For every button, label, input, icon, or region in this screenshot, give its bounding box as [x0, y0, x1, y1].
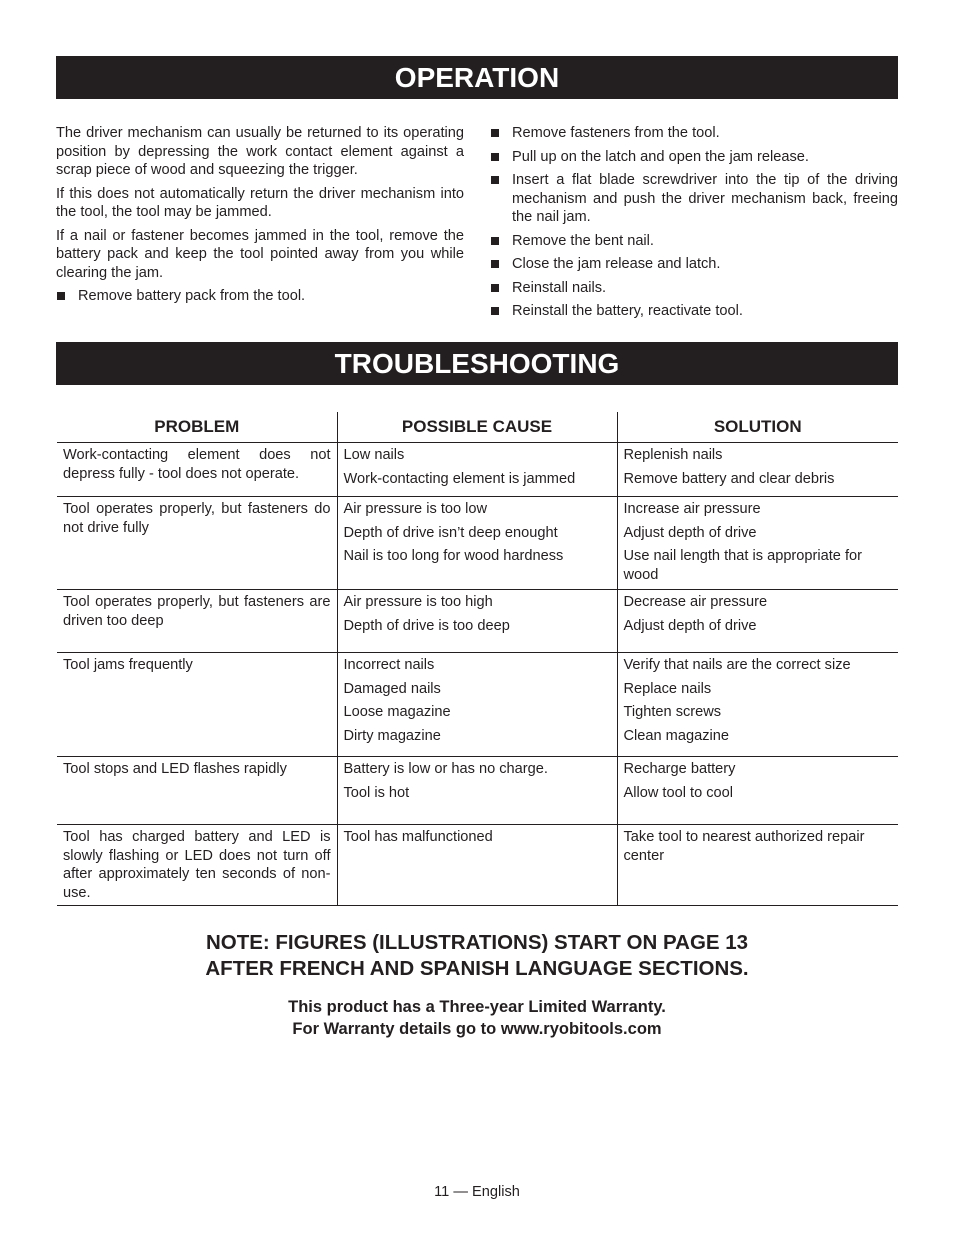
table-row: [57, 497, 898, 590]
bullet-item: [490, 279, 898, 298]
troubleshooting-heading: TROUBLESHOOTING: [56, 342, 898, 385]
bullet-text: Remove fasteners from the tool.: [512, 125, 720, 141]
solution-line: Clean magazine: [623, 727, 729, 744]
page-footer: 11 — English: [434, 1184, 520, 1200]
bullet-text: Remove battery pack from the tool.: [78, 288, 306, 304]
solution-line: Take tool to nearest authorized repair center: [623, 829, 865, 864]
table-row: [57, 590, 898, 653]
cause-line: Depth of drive isn’t deep enought: [343, 524, 558, 541]
solution-cell: [617, 443, 898, 497]
problem-cell: Work-contacting element does not depress fully - tool does not operate.: [57, 443, 337, 497]
operation-paragraph: The driver mechanism can usually be returned to its operating position by depressing the work contact element against a scrap piece of wood and squeezing the trigger.: [56, 125, 464, 178]
cause-line: Loose magazine: [343, 704, 451, 720]
cause-cell: [337, 825, 617, 906]
square-bullet-icon: [491, 153, 499, 161]
bullet-text: Reinstall nails.: [512, 279, 607, 296]
cause-line: Work-contacting element is jammed: [343, 470, 576, 487]
problem-header: PROBLEM: [57, 412, 337, 443]
operation-paragraph: If this does not automatically return the driver mechanism into the tool, the tool may be jammed.: [56, 185, 464, 220]
table-row: [57, 757, 898, 825]
solution-cell: [617, 825, 898, 906]
operation-heading: OPERATION: [56, 56, 898, 99]
square-bullet-icon: [491, 176, 499, 184]
bullet-item: [56, 287, 464, 306]
solution-line: Recharge battery: [623, 761, 736, 777]
operation-right-bullets: [490, 124, 898, 321]
square-bullet-icon: [491, 307, 499, 315]
cause-line: Nail is too long for wood hardness: [343, 548, 564, 564]
cause-line: Air pressure is too high: [343, 594, 493, 610]
warranty-note: [56, 996, 898, 1040]
solution-cell: [617, 653, 898, 757]
cause-cell: [337, 653, 617, 757]
cause-line: Dirty magazine: [343, 727, 441, 744]
solution-cell: [617, 757, 898, 825]
possible-cause-header: POSSIBLE CAUSE: [337, 412, 617, 443]
solution-line: Replenish nails: [623, 447, 723, 463]
operation-paragraph: If a nail or fastener becomes jammed in the tool, remove the battery pack and keep the tool pointed away from you while clearing the jam.: [56, 227, 464, 281]
bullet-text: Insert a flat blade screwdriver into the tip of the driving mechanism and push the driver mechanism back, freeing the nail jam.: [512, 172, 898, 225]
warranty-note-line: This product has a Three-year Limited Warranty.: [288, 998, 666, 1016]
bullet-item: [490, 124, 898, 143]
solution-line: Verify that nails are the correct size: [623, 657, 851, 673]
operation-left-bullets: [56, 287, 464, 306]
square-bullet-icon: [57, 292, 65, 300]
bullet-item: [490, 232, 898, 251]
solution-line: Adjust depth of drive: [623, 524, 757, 541]
operation-left-column: [56, 124, 464, 311]
solution-line: Increase air pressure: [623, 501, 761, 517]
table-row: [57, 825, 898, 906]
bullet-item: [490, 302, 898, 321]
solution-cell: [617, 590, 898, 653]
warranty-note-line: For Warranty details go to www.ryobitools.com: [292, 1020, 662, 1038]
solution-line: Replace nails: [623, 680, 712, 697]
bullet-item: [490, 255, 898, 274]
problem-cell: Tool jams frequently: [57, 653, 337, 757]
cause-cell: [337, 757, 617, 825]
cause-cell: [337, 590, 617, 653]
solution-line: Use nail length that is appropriate for wood: [623, 548, 863, 583]
cause-line: Tool has malfunctioned: [343, 829, 493, 845]
solution-header: SOLUTION: [617, 412, 898, 443]
solution-line: Remove battery and clear debris: [623, 470, 835, 487]
solution-line: Decrease air pressure: [623, 594, 768, 610]
cause-line: Depth of drive is too deep: [343, 617, 510, 634]
figures-note: [56, 930, 898, 982]
operation-right-column: [490, 124, 898, 326]
table-row: [57, 653, 898, 757]
figures-note-line: NOTE: FIGURES (ILLUSTRATIONS) START ON PAGE 13: [205, 931, 749, 954]
troubleshooting-table: [57, 412, 898, 906]
solution-cell: [617, 497, 898, 590]
bullet-text: Reinstall the battery, reactivate tool.: [512, 303, 743, 319]
square-bullet-icon: [491, 260, 499, 268]
cause-line: Damaged nails: [343, 680, 441, 697]
square-bullet-icon: [491, 237, 499, 245]
problem-cell: Tool operates properly, but fasteners do not drive fully: [57, 497, 337, 590]
problem-cell: Tool has charged battery and LED is slowly flashing or LED does not turn off after approximately ten seconds of non-use.: [57, 825, 337, 906]
solution-line: Tighten screws: [623, 704, 722, 720]
bullet-item: [490, 171, 898, 227]
problem-cell: Tool stops and LED flashes rapidly: [57, 757, 337, 825]
bullet-text: Close the jam release and latch.: [512, 256, 721, 272]
cause-line: Incorrect nails: [343, 657, 435, 673]
bullet-text: Pull up on the latch and open the jam release.: [512, 148, 809, 165]
problem-cell: Tool operates properly, but fasteners are driven too deep: [57, 590, 337, 653]
cause-line: Low nails: [343, 447, 405, 463]
bullet-item: [490, 148, 898, 167]
bullet-text: Remove the bent nail.: [512, 232, 654, 249]
solution-line: Allow tool to cool: [623, 784, 734, 801]
table-header-row: [57, 412, 898, 443]
square-bullet-icon: [491, 129, 499, 137]
square-bullet-icon: [491, 284, 499, 292]
cause-cell: [337, 497, 617, 590]
cause-line: Air pressure is too low: [343, 501, 488, 517]
cause-line: Tool is hot: [343, 784, 410, 801]
table-row: [57, 443, 898, 497]
cause-cell: [337, 443, 617, 497]
solution-line: Adjust depth of drive: [623, 617, 757, 634]
cause-line: Battery is low or has no charge.: [343, 761, 548, 777]
figures-note-line: AFTER FRENCH AND SPANISH LANGUAGE SECTIONS.: [205, 957, 749, 980]
